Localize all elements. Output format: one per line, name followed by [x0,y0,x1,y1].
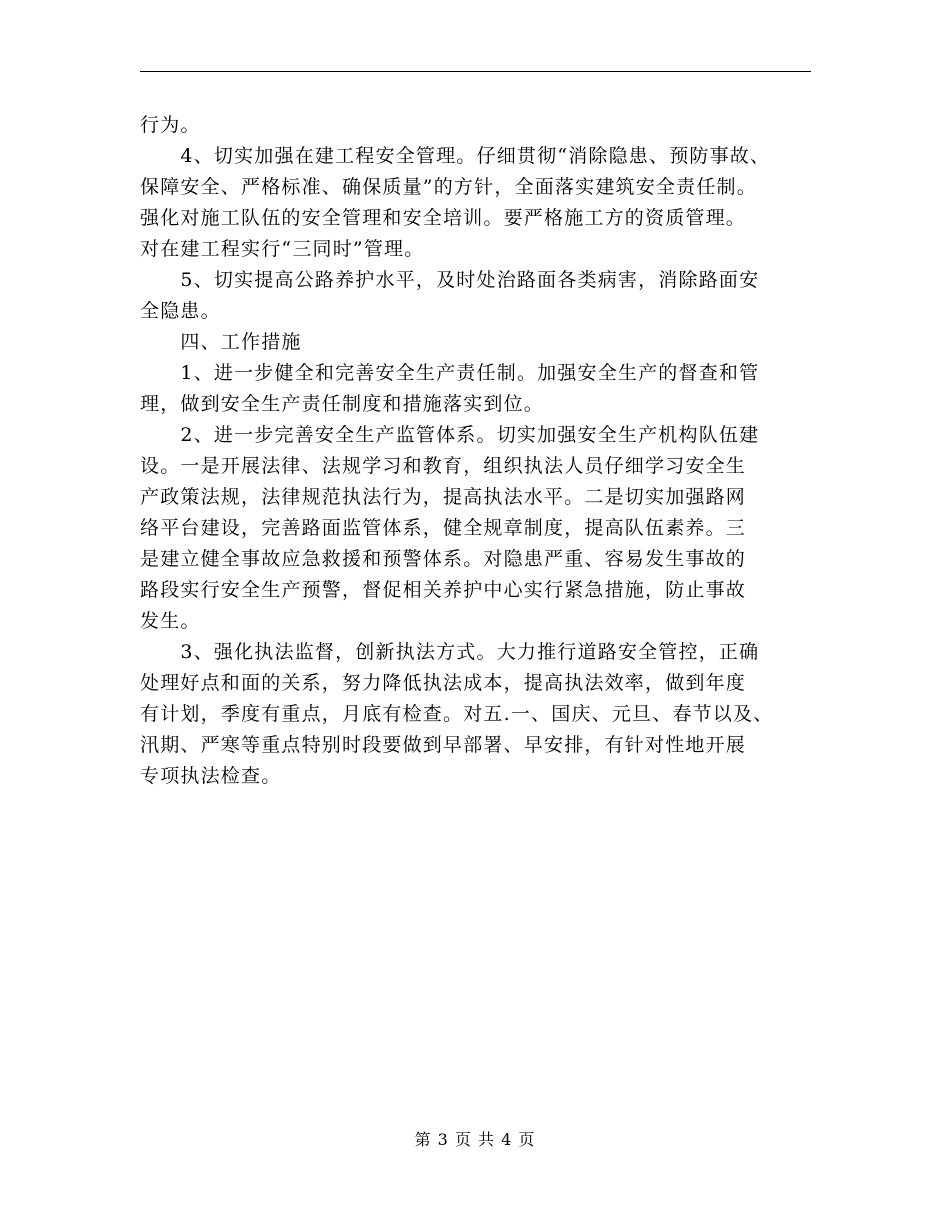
text-line: 对在建工程实行“三同时”管理。 [140,238,425,260]
text-line: 全隐患。 [140,300,221,322]
text-line: 3、强化执法监督，创新执法方式。大力推行道路安全管控，正确 [140,641,760,663]
text-line: 是建立健全事故应急救援和预警体系。对隐患严重、容易发生事故的 [140,548,747,570]
text-line: 络平台建设，完善路面监管体系，健全规章制度，提高队伍素养。三 [140,517,747,539]
text-line: 4、切实加强在建工程安全管理。仔细贯彻“消除隐患、预防事故、 [140,145,771,167]
text-line: 处理好点和面的关系，努力降低执法成本，提高执法效率，做到年度 [140,672,747,694]
text-line: 设。一是开展法律、法规学习和教育，组织执法人员仔细学习安全生 [140,455,747,477]
text-line: 有计划，季度有重点，月底有检查。对五.一、国庆、元旦、春节以及、 [140,703,774,725]
text-line: 强化对施工队伍的安全管理和安全培训。要严格施工方的资质管理。 [140,207,747,229]
text-line: 5、切实提高公路养护水平，及时处治路面各类病害，消除路面安 [140,269,760,291]
text-line: 发生。 [140,610,201,632]
page-footer [0,1127,950,1150]
text-line: 理，做到安全生产责任制度和措施落实到位。 [140,393,545,415]
text-line: 保障安全、严格标准、确保质量”的方针，全面落实建筑安全责任制。 [140,176,757,198]
header-rule [140,71,811,72]
text-line: 专项执法检查。 [140,765,282,787]
text-line: 产政策法规，法律规范执法行为，提高执法水平。二是切实加强路网 [140,486,747,508]
text-line: 汛期、严寒等重点特别时段要做到早部署、早安排，有针对性地开展 [140,734,747,756]
text-line: 行为。 [140,114,201,136]
text-line: 2、进一步完善安全生产监管体系。切实加强安全生产机构队伍建 [140,424,760,446]
text-line: 1、进一步健全和完善安全生产责任制。加强安全生产的督查和管 [140,362,760,384]
section-heading: 四、工作措施 [140,331,302,353]
page-number: 第 3 页 共 4 页 [414,1130,536,1149]
text-line: 路段实行安全生产预警，督促相关养护中心实行紧急措施，防止事故 [140,579,747,601]
document-body [140,110,805,792]
